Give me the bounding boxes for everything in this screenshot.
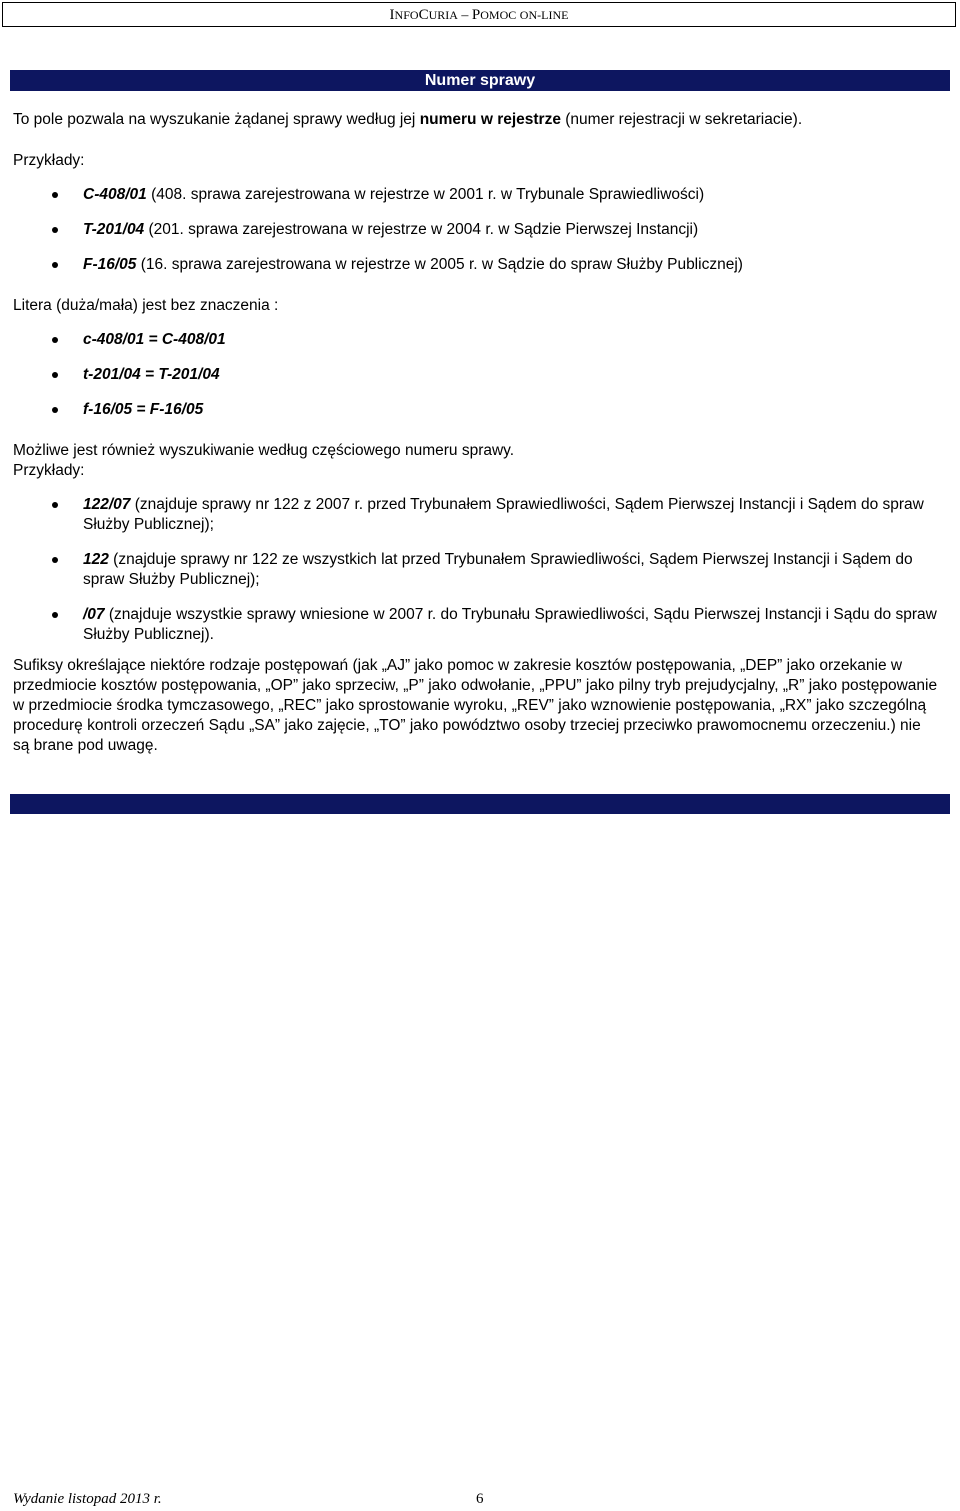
header-letters: OMOC: [480, 8, 517, 22]
case-code: F-16/05: [83, 256, 137, 273]
partial-note: Możliwe jest również wyszukiwanie według częściowego numeru sprawy.: [13, 442, 515, 459]
intro-text: (numer rejestracji w sekretariacie).: [560, 111, 803, 128]
examples-label: Przykłady:: [13, 152, 85, 169]
bullet: [52, 502, 58, 508]
edition-label: Wydanie listopad 2013 r.: [13, 1491, 162, 1507]
header-dash: –: [457, 8, 472, 23]
bullet: [52, 227, 58, 233]
header-letters: NFO: [394, 8, 419, 22]
bullet: [52, 262, 58, 268]
case-example: f-16/05 = F-16/05: [83, 401, 204, 418]
case-example: c-408/01 = C-408/01: [83, 331, 226, 348]
suffix-note: Sufiksy określające niektóre rodzaje postępowań (jak „AJ” jako pomoc w zakresie kosztów postępowania, „DEP” jako orzekanie w przedmiocie kosztów postępowania, „OP” jako sprzeciw, „P” jako odwołanie, „PPU” jako pilny tryb prejudycjalny, „R” jako postępowanie w przedmiocie środka tymczasowego, „REC” jako sprostowanie wyroku, „REV” jako wznowienie postępowania, „RX” jako szczególną procedurę kontroli orzeczeń Sądu „SA” jako zajęcie, „TO” jako powództwo osoby trzeciej przeciwko prawomocnemu orzeczeniu.) nie są brane pod uwagę.: [13, 657, 938, 754]
header-letters: URIA: [428, 8, 458, 22]
bullet: [52, 337, 58, 343]
examples-label: Przykłady:: [13, 462, 85, 479]
case-code: /07: [83, 606, 105, 623]
intro-bold: numeru w rejestrze: [419, 111, 561, 128]
intro-text: To pole pozwala na wyszukanie żądanej sprawy według jej: [13, 111, 420, 128]
bullet: [52, 372, 58, 378]
section-title: Numer sprawy: [10, 70, 950, 91]
case-code: 122: [83, 551, 109, 568]
document-header: [2, 2, 956, 27]
case-example: t-201/04 = T-201/04: [83, 366, 220, 383]
bullet: [52, 557, 58, 563]
intro-paragraph: [13, 110, 802, 130]
case-code: T-201/04: [83, 221, 145, 238]
case-desc: (znajduje sprawy nr 122 z 2007 r. przed Trybunałem Sprawiedliwości, Sądem Pierwszej Instancji i Sądem do spraw Służby Publicznej);: [83, 496, 924, 533]
footer-bar: [10, 794, 950, 814]
case-code: C-408/01: [83, 186, 147, 203]
case-desc: (znajduje sprawy nr 122 ze wszystkich lat przed Trybunałem Sprawiedliwości, Sądem Pierwszej Instancji i Sądem do spraw Służby Publicznej);: [83, 551, 913, 588]
header-letter: C: [418, 7, 429, 23]
bullet: [52, 612, 58, 618]
case-desc: (16. sprawa zarejestrowana w rejestrze w 2005 r. w Sądzie do spraw Służby Publicznej): [136, 256, 743, 273]
header-letters: LINE: [541, 8, 569, 22]
case-desc: (201. sprawa zarejestrowana w rejestrze w 2004 r. w Sądzie Pierwszej Instancji): [144, 221, 699, 238]
case-note: Litera (duża/mała) jest bez znaczenia :: [13, 297, 279, 314]
header-letter: I: [389, 7, 395, 23]
case-desc: (znajduje wszystkie sprawy wniesione w 2007 r. do Trybunału Sprawiedliwości, Sądu Pierwszej Instancji i Sądu do spraw Służby Publicznej).: [83, 606, 937, 643]
bullet: [52, 407, 58, 413]
bullet: [52, 192, 58, 198]
header-letter: P: [471, 7, 481, 23]
page-number: 6: [476, 1491, 484, 1507]
case-desc: (408. sprawa zarejestrowana w rejestrze w 2001 r. w Trybunale Sprawiedliwości): [146, 186, 705, 203]
case-code: 122/07: [83, 496, 131, 513]
header-letters: ON: [519, 8, 538, 22]
header-hyphen: -: [537, 8, 542, 22]
